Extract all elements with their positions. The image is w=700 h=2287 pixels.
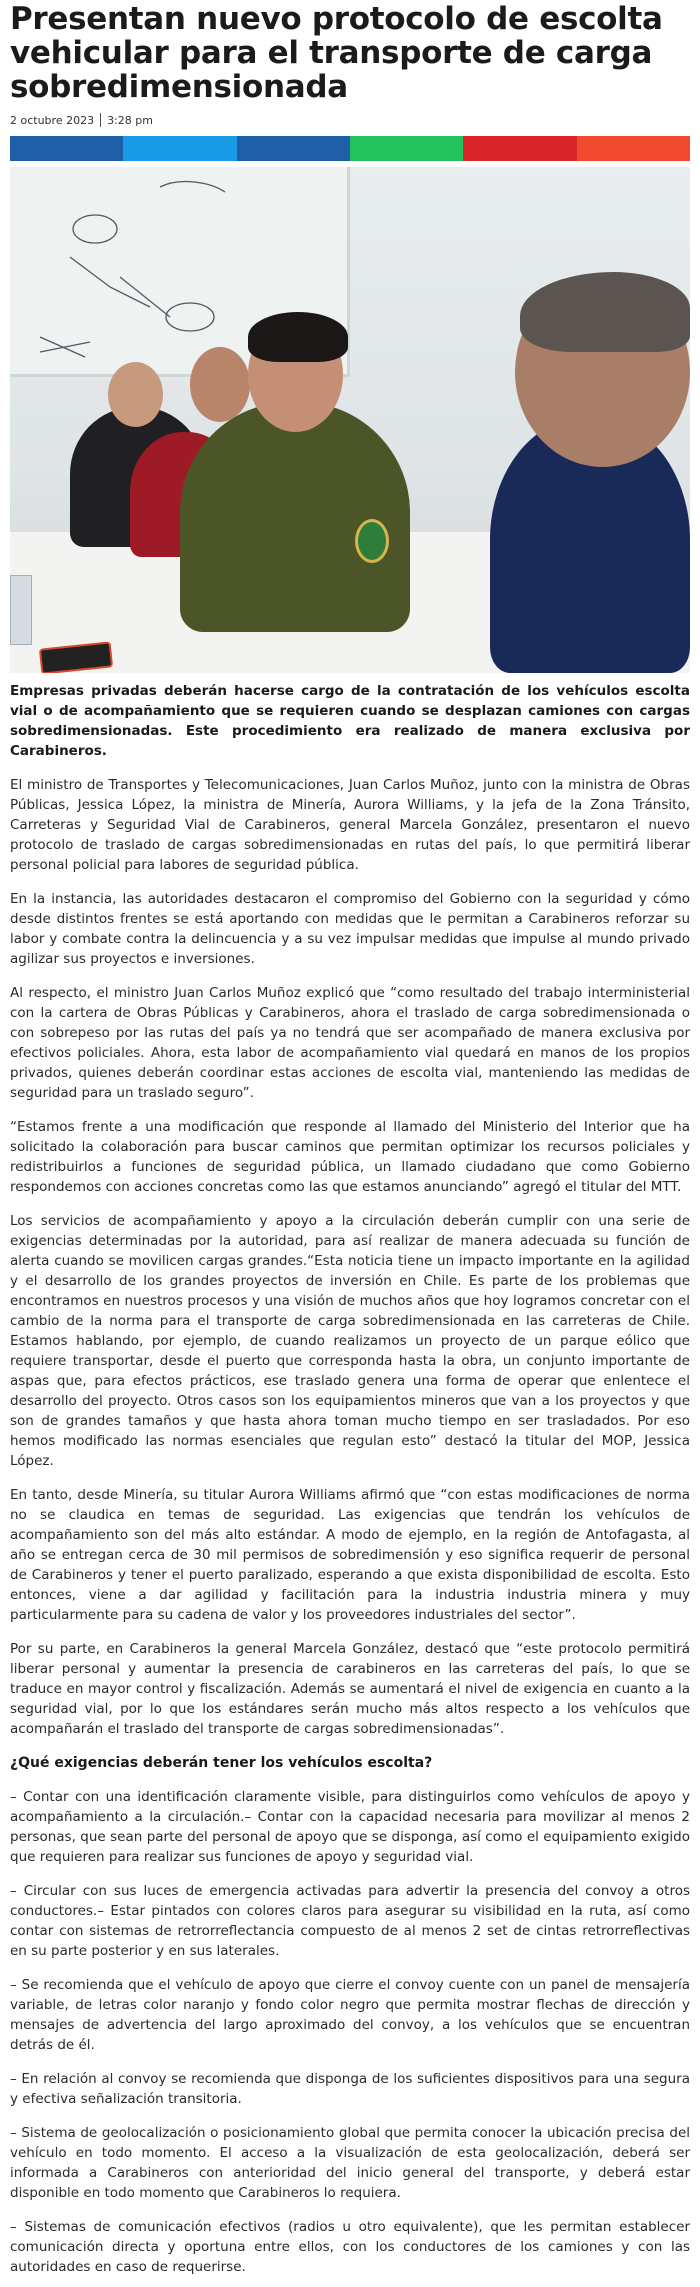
article-title: Presentan nuevo protocolo de escolta vehicular para el transporte de carga sobredimensionada — [10, 1, 663, 105]
color-stripe — [123, 136, 236, 161]
officer-hair — [248, 312, 348, 362]
color-stripe — [577, 136, 690, 161]
article-photo — [10, 167, 690, 673]
color-stripe — [10, 136, 123, 161]
officer-badge — [355, 519, 389, 563]
paragraph: “Estamos frente a una modificación que responde al llamado del Ministerio del Interior que ha solicitado la colaboración para buscar caminos que permitan optimizar los recursos policiales y redistribuirlos a funciones de seguridad pública, un llamado ciudadano que como Gobierno respondemos con acciones concretas como las que estamos anunciando” agregó el titular del MTT. — [10, 1119, 690, 1195]
meta-divider — [100, 113, 101, 127]
requirement-item: – Circular con sus luces de emergencia activadas para advertir la presencia del convoy a otros conductores.– Estar pintados con colores claros para asegurar su visibilidad en la ruta, así como contar con sistemas de retrorreflectancia compuesto de al menos 2 set de cintas retrorreflectivas en su parte posterior y en sus laterales. — [10, 1883, 690, 1959]
person-left-head — [108, 362, 163, 427]
officer-uniform — [180, 402, 410, 632]
person-right-hair — [520, 272, 690, 352]
color-stripe — [237, 136, 350, 161]
paragraph: Los servicios de acompañamiento y apoyo a la circulación deberán cumplir con una serie de exigencias determinadas por la autoridad, para así realizar de manera adecuada su función de alerta cuando se movilicen cargas grandes.“Esta noticia tiene un impacto importante en la agilidad y el desarrollo de los grandes proyectos de inversión en Chile. Es parte de los problemas que encontramos en nuestros procesos y una visión de muchos años que hoy logramos concretar con el cambio de la norma para el transporte de carga sobredimensionada en las carreteras de Chile. Estamos hablando, por ejemplo, de cuando realizamos un proyecto de un parque eólico que requiere transportar, desde el puerto que corresponda hasta la obra, un conjunto importante de aspas que, para efectos prácticos, ese traslado genera una forma de operar que enlentece el desarrollo del proyecto. Otros casos son los equipamientos mineros que van a los proyectos y que son de grandes tamaños y que hasta ahora toman mucho tiempo en ser trasladados. Por eso hemos modificado las normas esenciales que regulan esto” destacó la titular del MOP, Jessica López. — [10, 1213, 690, 1469]
color-stripe — [463, 136, 576, 161]
paragraph: Por su parte, en Carabineros la general Marcela González, destacó que “este protocolo permitirá liberar personal y aumentar la presencia de carabineros en las carreteras del país, lo que se traduce en mayor control y fiscalización. Además se aumentará el nivel de exigencia en cuanto a la seguridad vial, por lo que los estándares serán mucho más altos respecto a los vehículos que acompañarán el traslado del transporte de cargas sobredimensionadas”. — [10, 1641, 690, 1737]
requirement-item: – Contar con una identificación claramente visible, para distinguirlos como vehículos de apoyo y acompañamiento a la circulación.– Contar con la capacidad necesaria para movilizar al menos 2 personas, que sean parte del personal de apoyo que se disponga, así como el equipamiento exigido que requieren para realizar sus funciones de apoyo y seguridad vial. — [10, 1789, 690, 1865]
water-glass — [10, 575, 32, 645]
paragraph: Al respecto, el ministro Juan Carlos Muñoz explicó que “como resultado del trabajo interministerial con la cartera de Obras Públicas y Carabineros, ahora el traslado de carga sobredimensionada o con sobrepeso por las rutas del país ya no tendrá que ser acompañado de manera exclusiva por efectivos policiales. Ahora, esta labor de acompañamiento vial quedará en manos de los propios privados, quienes deberán coordinar estas acciones de escolta vial, manteniendo las medidas de seguridad para un traslado seguro”. — [10, 985, 690, 1101]
requirement-item: – Sistemas de comunicación efectivos (radios u otro equivalente), que les permitan establecer comunicación directa y oportuna entre ellos, con los conductores de los camiones y con las autoridades en caso de requerirse. — [10, 2219, 690, 2275]
article-lead: Empresas privadas deberán hacerse cargo de la contratación de los vehículos escolta vial o de acompañamiento que se requieren cuando se desplazan camiones con cargas sobredimensionadas. Este procedimiento era realizado de manera exclusiva por Carabineros. — [10, 683, 690, 759]
article-body — [10, 775, 690, 2277]
paragraph: En tanto, desde Minería, su titular Aurora Williams afirmó que “con estas modificaciones de norma no se claudica en temas de seguridad. Las exigencias que tendrán los vehículos de acompañamiento son del más alto estándar. A modo de ejemplo, en la región de Antofagasta, al año se entregan cerca de 30 mil permisos de sobredimensión y eso significa requerir de personal de Carabineros y tener el puerto paralizado, esperando a que exista disponibilidad de escolta. Esto entonces, viene a dar agilidad y facilitación para la industria industria minera y muy particularmente para su cadena de valor y los proveedores industriales del sector”. — [10, 1487, 690, 1623]
requirement-item: – Se recomienda que el vehículo de apoyo que cierre el convoy cuente con un panel de mensajería variable, de letras color naranjo y fondo color negro que permita mostrar flechas de dirección y mensajes de advertencia del largo aproximado del convoy, a los vehículos que se encuentran detrás de él. — [10, 1977, 690, 2053]
person-center-head — [190, 347, 250, 422]
publish-time: 3:28 pm — [107, 113, 153, 127]
article-meta — [10, 112, 690, 128]
section-heading: ¿Qué exigencias deberán tener los vehículos escolta? — [10, 1755, 433, 1771]
brand-color-bar — [10, 136, 690, 161]
requirement-item: – Sistema de geolocalización o posicionamiento global que permita conocer la ubicación precisa del vehículo en todo momento. El acceso a la visualización de esta geolocalización, deberá ser informada a Carabineros con anterioridad del inicio general del transporte, y deberá estar disponible en todo momento que Carabineros lo requiera. — [10, 2125, 690, 2201]
requirement-item: – En relación al convoy se recomienda que disponga de los suficientes dispositivos para una segura y efectiva señalización transitoria. — [10, 2071, 690, 2107]
paragraph: El ministro de Transportes y Telecomunicaciones, Juan Carlos Muñoz, junto con la ministra de Obras Públicas, Jessica López, la ministra de Minería, Aurora Williams, y la jefa de la Zona Tránsito, Carreteras y Seguridad Vial de Carabineros, general Marcela González, presentaron el nuevo protocolo de traslado de cargas sobredimensionadas en rutas del país, lo que permitirá liberar personal policial para labores de seguridad pública. — [10, 777, 690, 873]
paragraph: En la instancia, las autoridades destacaron el compromiso del Gobierno con la seguridad y cómo desde distintos frentes se está aportando con medidas que le permitan a Carabineros reforzar su labor y combate contra la delincuencia y a su vez impulsar medidas que impulse al mundo privado agilizar sus proyectos e inversiones. — [10, 891, 690, 967]
publish-date: 2 octubre 2023 — [10, 113, 95, 127]
color-stripe — [350, 136, 463, 161]
